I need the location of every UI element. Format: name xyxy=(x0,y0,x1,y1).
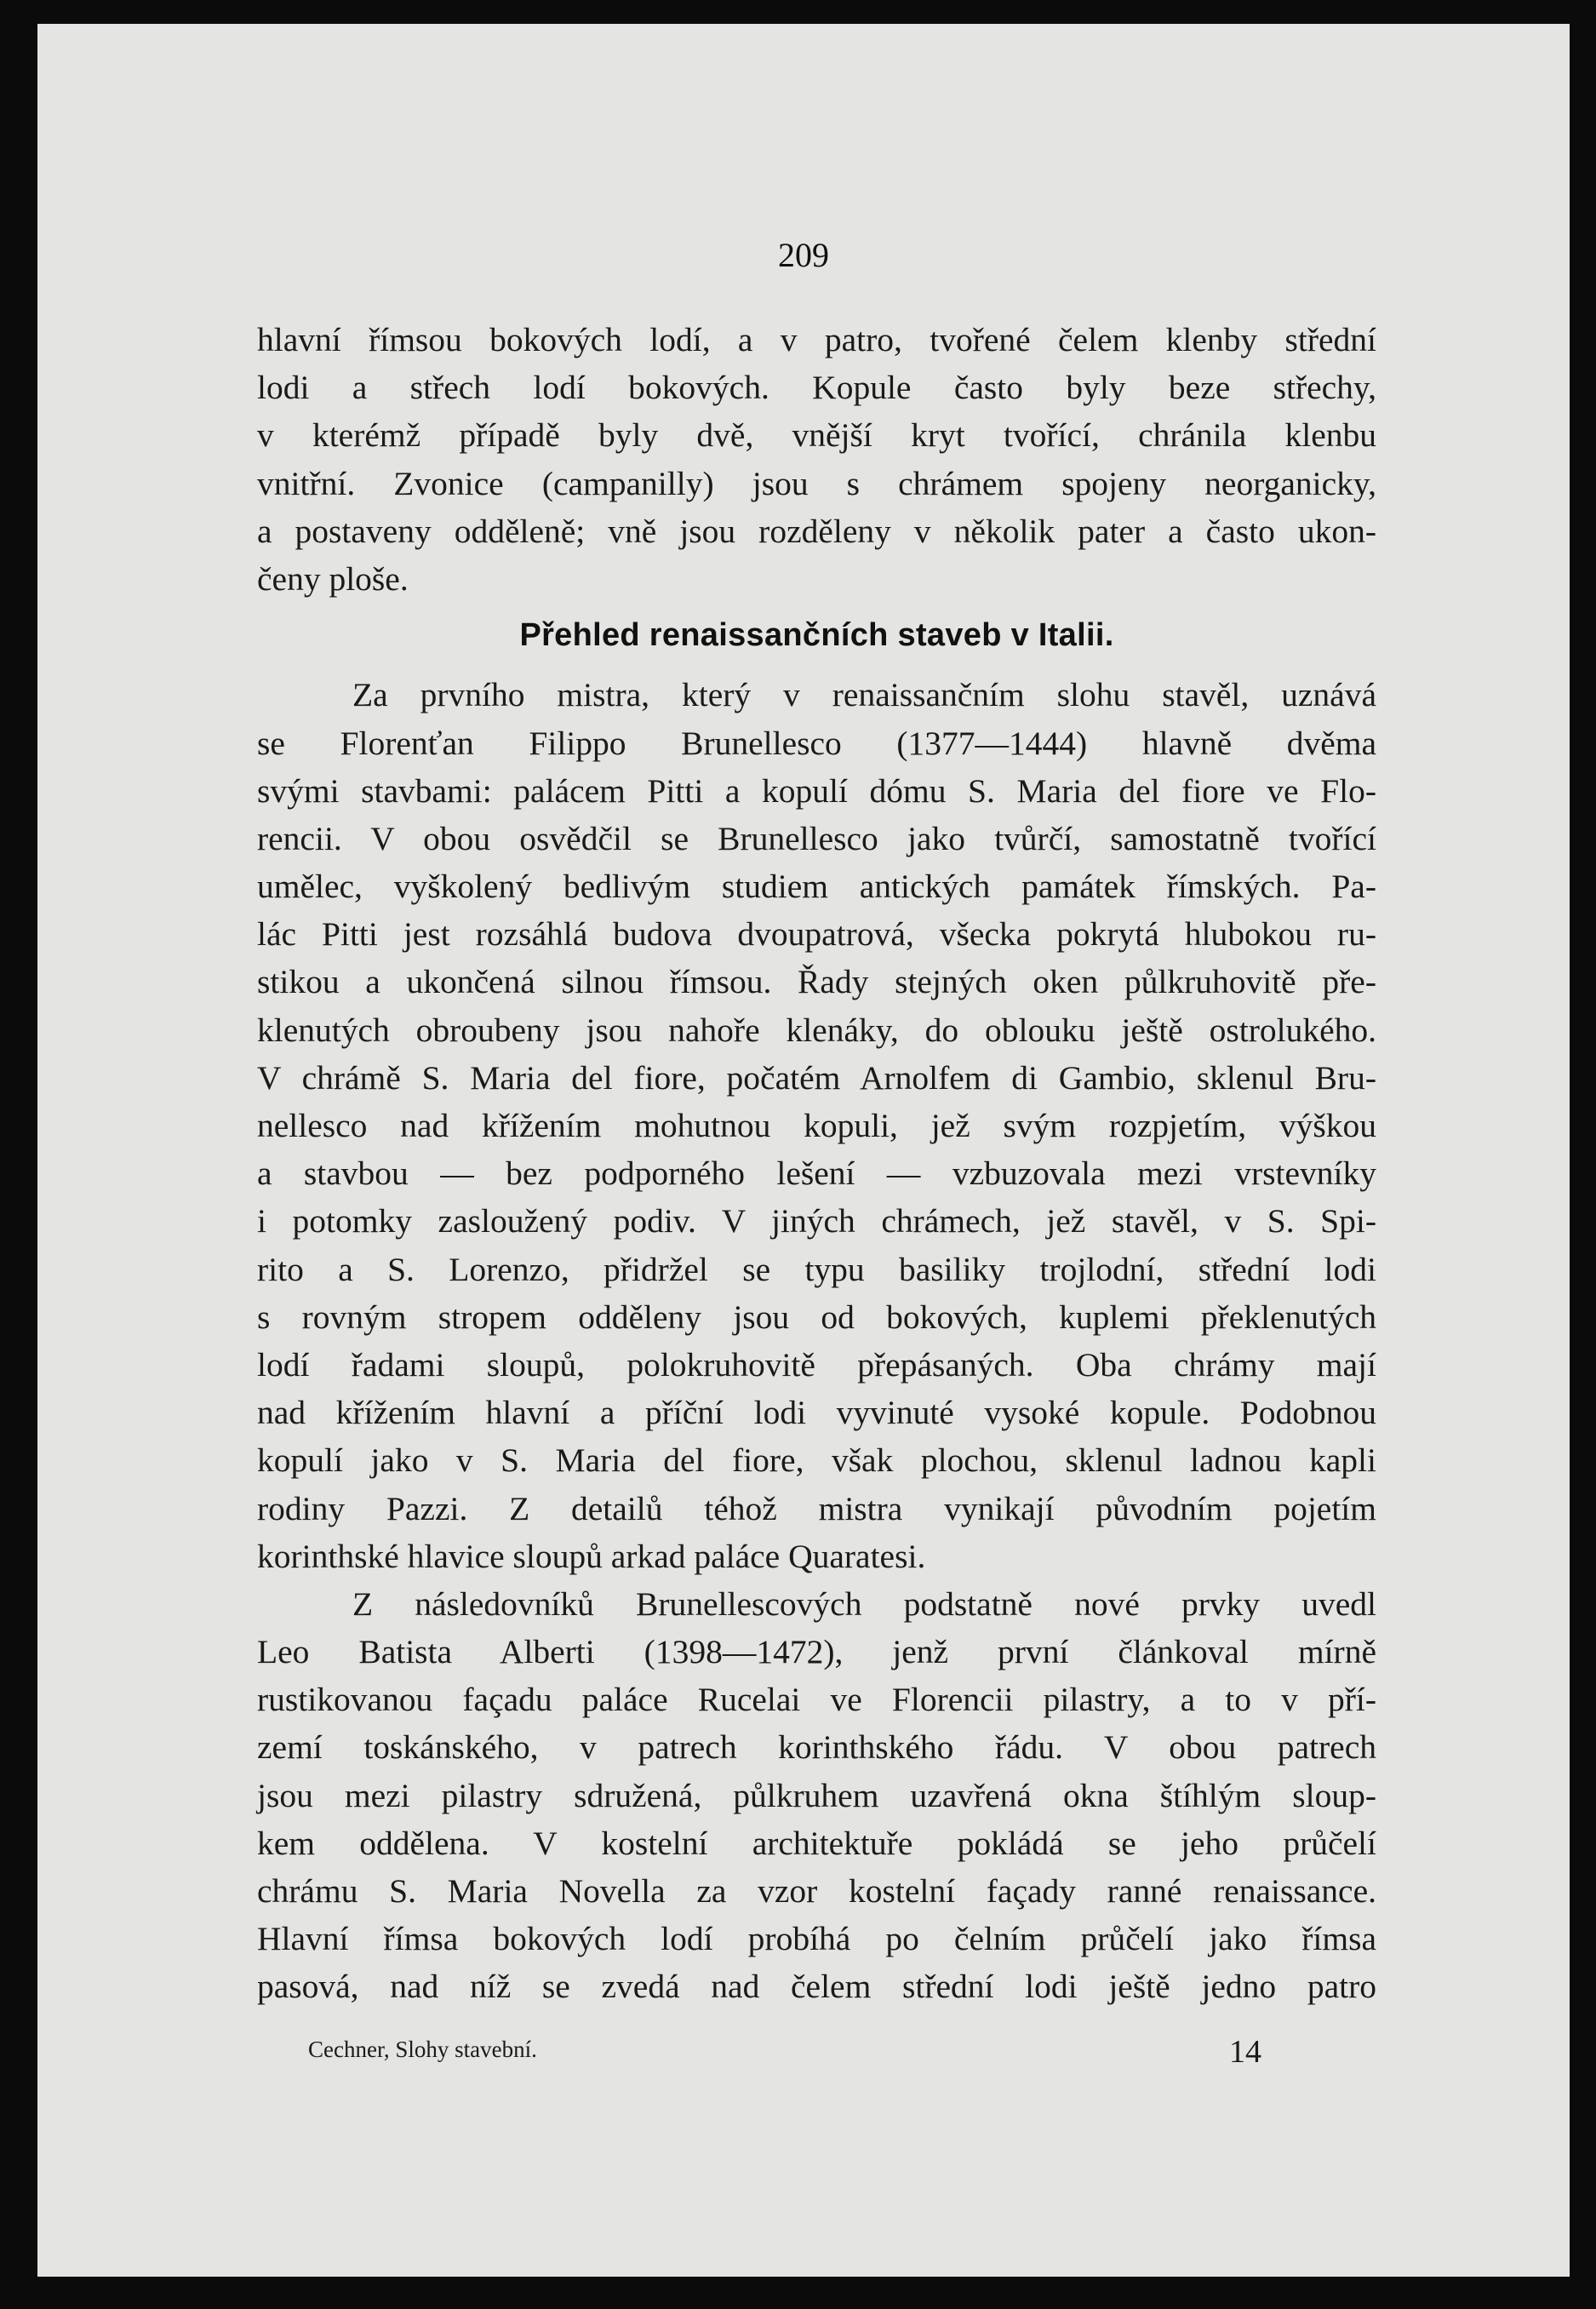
text-line: umělec, vyškolený bedlivým studiem antických památek římských. Pa- xyxy=(257,868,1376,906)
scan-border xyxy=(1570,0,1596,2309)
text-line: Leo Batista Alberti (1398—1472), jenž první článkoval mírně xyxy=(257,1633,1376,1671)
text-line: s rovným stropem odděleny jsou od bokových, kuplemi překlenutých xyxy=(257,1298,1376,1336)
book-page xyxy=(37,24,1570,2277)
text-line: čeny ploše. xyxy=(257,559,409,598)
text-line: i potomky zasloužený podiv. V jiných chrámech, jež stavěl, v S. Spi- xyxy=(257,1202,1376,1240)
text-line: nellesco nad křížením mohutnou kopuli, jež svým rozpjetím, výškou xyxy=(257,1107,1376,1144)
section-heading: Přehled renaissančních staveb v Italii. xyxy=(519,617,1114,654)
text-line: lodí řadami sloupů, polokruhovitě přepásaných. Oba chrámy mají xyxy=(257,1345,1376,1384)
text-line: pasová, nad níž se zvedá nad čelem střední lodi ještě jedno patro xyxy=(257,1968,1376,2006)
sheet-number: 14 xyxy=(1229,2034,1261,2070)
text-line: a stavbou — bez podporného lešení — vzbuzovala mezi vrstevníky xyxy=(257,1154,1376,1193)
text-line: se Florenťan Filippo Brunellesco (1377—1444) hlavně dvěma xyxy=(257,724,1376,762)
text-line: vnitřní. Zvonice (campanilly) jsou s chrámem spojeny neorganicky, xyxy=(257,464,1376,502)
text-line: kopulí jako v S. Maria del fiore, však plochou, sklenul ladnou kapli xyxy=(257,1441,1376,1480)
text-line: lodi a střech lodí bokových. Kopule často byly beze střechy, xyxy=(257,369,1376,407)
text-line: stikou a ukončená silnou římsou. Řady stejných oken půlkruhovitě pře- xyxy=(257,963,1376,1001)
text-line: rustikovanou façadu paláce Rucelai ve Florencii pilastry, a to v pří- xyxy=(257,1681,1376,1719)
text-line: nad křížením hlavní a příční lodi vyvinuté vysoké kopule. Podobnou xyxy=(257,1394,1376,1432)
text-line: Za prvního mistra, který v renaissančním slohu stavěl, uznává xyxy=(352,676,1376,714)
text-line: klenutých obroubeny jsou nahoře klenáky, do oblouku ještě ostrolukého. xyxy=(257,1011,1376,1049)
text-line: a postaveny odděleně; vně jsou rozděleny v několik pater a často ukon- xyxy=(257,512,1376,550)
text-line: rodiny Pazzi. Z detailů téhož mistra vynikají původním pojetím xyxy=(257,1489,1376,1527)
text-line: rito a S. Lorenzo, přidržel se typu basiliky trojlodní, střední lodi xyxy=(257,1250,1376,1288)
text-line: korinthské hlavice sloupů arkad paláce Quaratesi. xyxy=(257,1537,926,1575)
text-line: zemí toskánského, v patrech korinthského řádu. V obou patrech xyxy=(257,1728,1376,1767)
signature-mark: Cechner, Slohy stavební. xyxy=(308,2037,537,2062)
text-line: V chrámě S. Maria del fiore, počatém Arnolfem di Gambio, sklenul Bru- xyxy=(257,1058,1376,1097)
text-line: svými stavbami: palácem Pitti a kopulí dómu S. Maria del fiore ve Flo- xyxy=(257,771,1376,810)
text-line: kem oddělena. V kostelní architektuře pokládá se jeho průčelí xyxy=(257,1824,1376,1862)
text-line: Hlavní římsa bokových lodí probíhá po čelním průčelí jako římsa xyxy=(257,1920,1376,1958)
text-line: rencii. V obou osvědčil se Brunellesco jako tvůrčí, samostatně tvořící xyxy=(257,819,1376,857)
text-line: lác Pitti jest rozsáhlá budova dvoupatrová, všecka pokrytá hlubokou ru- xyxy=(257,915,1376,954)
body-text xyxy=(257,316,1376,2011)
text-line: Z následovníků Brunellescových podstatně nové prvky uvedl xyxy=(352,1584,1376,1623)
text-line: v kterémž případě byly dvě, vnější kryt tvořící, chránila klenbu xyxy=(257,416,1376,455)
text-line: chrámu S. Maria Novella za vzor kostelní façady ranné renaissance. xyxy=(257,1872,1376,1910)
text-line: hlavní římsou bokových lodí, a v patro, tvořené čelem klenby střední xyxy=(257,321,1376,358)
text-line: jsou mezi pilastry sdružená, půlkruhem uzavřená okna štíhlým sloup- xyxy=(257,1776,1376,1814)
page-number: 209 xyxy=(778,236,829,274)
